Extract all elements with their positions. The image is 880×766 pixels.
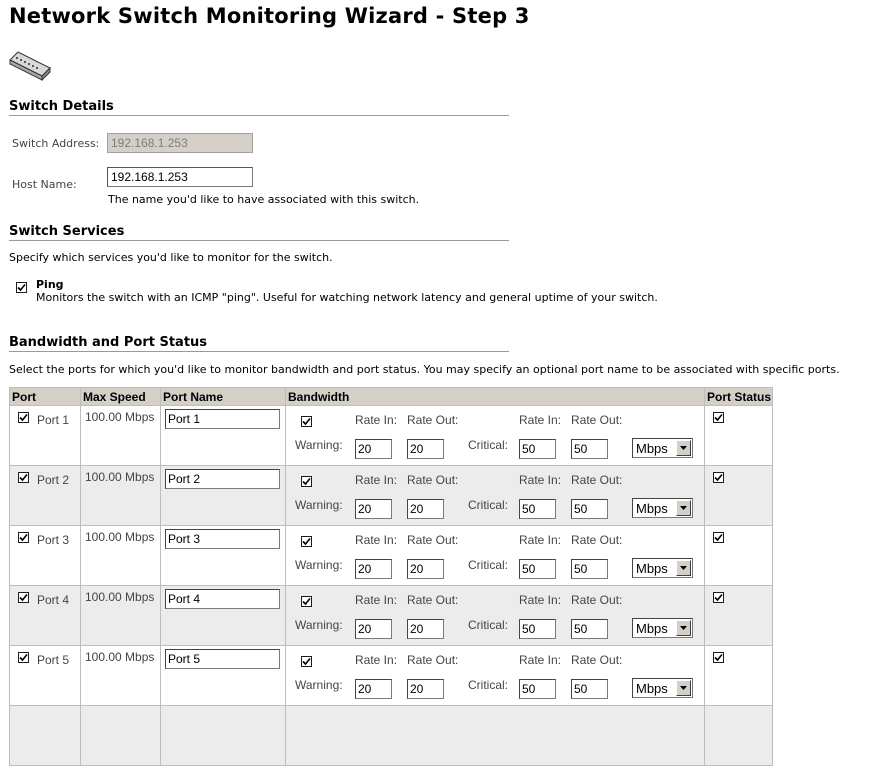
switch-details-heading: Switch Details [9, 99, 509, 116]
rate-out-label: Rate Out: [407, 413, 459, 427]
warning-label: Warning: [295, 498, 343, 512]
rate-out-label: Rate Out: [571, 413, 623, 427]
port-enable-checkbox[interactable] [18, 412, 29, 423]
rate-in-label: Rate In: [355, 593, 398, 607]
unit-select-value: Mbps [636, 441, 668, 456]
network-switch-icon [8, 46, 52, 82]
checkmark-icon [19, 473, 28, 482]
chevron-down-icon [680, 626, 687, 630]
critical-label: Critical: [468, 678, 509, 692]
table-row [10, 646, 773, 706]
port-name-input[interactable]: Port 1 [165, 409, 280, 429]
table-row [10, 406, 773, 466]
rate-out-label: Rate Out: [407, 533, 459, 547]
warning-rate-in-input[interactable]: 20 [355, 679, 392, 699]
rate-in-label: Rate In: [355, 473, 398, 487]
warning-rate-in-input[interactable]: 20 [355, 559, 392, 579]
checkmark-icon [302, 597, 311, 606]
dropdown-arrow[interactable] [676, 680, 691, 696]
ping-checkbox[interactable] [16, 282, 27, 293]
warning-rate-out-input[interactable]: 20 [407, 439, 444, 459]
critical-label: Critical: [468, 498, 509, 512]
table-row [10, 706, 773, 766]
warning-rate-out-input[interactable]: 20 [407, 499, 444, 519]
port-label: Port 4 [37, 593, 70, 607]
chevron-down-icon [680, 506, 687, 510]
port-name-input[interactable]: Port 5 [165, 649, 280, 669]
unit-select-value: Mbps [636, 561, 668, 576]
column-header-port-status: Port Status [705, 388, 773, 406]
port-status-checkbox[interactable] [713, 652, 724, 663]
bandwidth-checkbox[interactable] [301, 476, 312, 487]
chevron-down-icon [680, 566, 687, 570]
rate-in-label: Rate In: [355, 533, 398, 547]
rate-in-label: Rate In: [355, 653, 398, 667]
port-enable-checkbox[interactable] [18, 652, 29, 663]
warning-label: Warning: [295, 618, 343, 632]
warning-label: Warning: [295, 678, 343, 692]
bandwidth-checkbox[interactable] [301, 536, 312, 547]
port-label: Port 1 [37, 413, 70, 427]
switch-address-field: 192.168.1.253 [107, 133, 253, 153]
port-status-checkbox[interactable] [713, 592, 724, 603]
warning-rate-in-input[interactable]: 20 [355, 619, 392, 639]
warning-label: Warning: [295, 438, 343, 452]
port-name-input[interactable]: Port 2 [165, 469, 280, 489]
port-enable-checkbox[interactable] [18, 592, 29, 603]
rate-in-label: Rate In: [519, 413, 562, 427]
dropdown-arrow[interactable] [676, 440, 691, 456]
unit-select-value: Mbps [636, 501, 668, 516]
critical-rate-out-input[interactable]: 50 [571, 499, 608, 519]
rate-out-label: Rate Out: [571, 653, 623, 667]
max-speed: 100.00 Mbps [85, 410, 155, 424]
dropdown-arrow[interactable] [676, 560, 691, 576]
unit-select[interactable] [632, 678, 693, 698]
bandwidth-checkbox[interactable] [301, 596, 312, 607]
max-speed: 100.00 Mbps [85, 590, 155, 604]
rate-in-label: Rate In: [519, 533, 562, 547]
checkmark-icon [302, 537, 311, 546]
port-label: Port 3 [37, 533, 70, 547]
max-speed: 100.00 Mbps [85, 650, 155, 664]
checkmark-icon [714, 533, 723, 542]
critical-label: Critical: [468, 618, 509, 632]
port-status-checkbox[interactable] [713, 532, 724, 543]
column-header-max-speed: Max Speed [81, 388, 161, 406]
port-enable-checkbox[interactable] [18, 472, 29, 483]
host-name-input[interactable]: 192.168.1.253 [107, 167, 253, 187]
unit-select[interactable] [632, 618, 693, 638]
ping-label: Ping [36, 278, 64, 291]
warning-label: Warning: [295, 558, 343, 572]
port-name-input[interactable]: Port 4 [165, 589, 280, 609]
critical-rate-out-input[interactable]: 50 [571, 619, 608, 639]
bandwidth-checkbox[interactable] [301, 416, 312, 427]
max-speed: 100.00 Mbps [85, 530, 155, 544]
bandwidth-intro: Select the ports for which you'd like to monitor bandwidth and port status. You may specify an optional port name to be associated with specific ports. [9, 363, 840, 376]
critical-label: Critical: [468, 558, 509, 572]
rate-out-label: Rate Out: [407, 593, 459, 607]
critical-rate-in-input[interactable]: 50 [519, 679, 556, 699]
unit-select[interactable] [632, 438, 693, 458]
critical-rate-out-input[interactable]: 50 [571, 439, 608, 459]
rate-out-label: Rate Out: [407, 653, 459, 667]
checkmark-icon [302, 417, 311, 426]
max-speed: 100.00 Mbps [85, 470, 155, 484]
checkmark-icon [19, 593, 28, 602]
checkmark-icon [714, 473, 723, 482]
port-status-checkbox[interactable] [713, 412, 724, 423]
checkmark-icon [714, 413, 723, 422]
critical-label: Critical: [468, 438, 509, 452]
chevron-down-icon [680, 686, 687, 690]
table-row [10, 466, 773, 526]
checkmark-icon [714, 653, 723, 662]
rate-out-label: Rate Out: [571, 533, 623, 547]
bandwidth-checkbox[interactable] [301, 656, 312, 667]
critical-rate-in-input[interactable]: 50 [519, 439, 556, 459]
checkmark-icon [19, 533, 28, 542]
rate-in-label: Rate In: [519, 653, 562, 667]
rate-in-label: Rate In: [519, 473, 562, 487]
column-header-bandwidth: Bandwidth [286, 388, 705, 406]
checkmark-icon [302, 477, 311, 486]
dropdown-arrow[interactable] [676, 620, 691, 636]
warning-rate-out-input[interactable]: 20 [407, 559, 444, 579]
port-enable-checkbox[interactable] [18, 532, 29, 543]
rate-in-label: Rate In: [355, 413, 398, 427]
unit-select[interactable] [632, 498, 693, 518]
port-status-checkbox[interactable] [713, 472, 724, 483]
warning-rate-out-input[interactable]: 20 [407, 679, 444, 699]
rate-in-label: Rate In: [519, 593, 562, 607]
rate-out-label: Rate Out: [571, 473, 623, 487]
bandwidth-heading: Bandwidth and Port Status [9, 335, 509, 352]
column-header-port-name: Port Name [161, 388, 286, 406]
warning-rate-out-input[interactable]: 20 [407, 619, 444, 639]
chevron-down-icon [680, 446, 687, 450]
checkmark-icon [17, 283, 26, 292]
critical-rate-out-input[interactable]: 50 [571, 559, 608, 579]
ping-description: Monitors the switch with an ICMP "ping". Useful for watching network latency and general uptime of your switch. [36, 291, 658, 304]
switch-services-heading: Switch Services [9, 224, 509, 241]
rate-out-label: Rate Out: [571, 593, 623, 607]
warning-rate-in-input[interactable]: 20 [355, 499, 392, 519]
dropdown-arrow[interactable] [676, 500, 691, 516]
rate-out-label: Rate Out: [407, 473, 459, 487]
port-name-input[interactable]: Port 3 [165, 529, 280, 549]
port-label: Port 5 [37, 653, 70, 667]
host-name-help: The name you'd like to have associated with this switch. [108, 193, 420, 206]
host-name-label: Host Name: [12, 178, 77, 191]
checkmark-icon [19, 653, 28, 662]
column-header-port: Port [10, 388, 81, 406]
switch-services-intro: Specify which services you'd like to monitor for the switch. [9, 251, 333, 264]
unit-select-value: Mbps [636, 681, 668, 696]
ports-table [9, 387, 773, 766]
warning-rate-in-input[interactable]: 20 [355, 439, 392, 459]
critical-rate-in-input[interactable]: 50 [519, 619, 556, 639]
checkmark-icon [302, 657, 311, 666]
table-row [10, 586, 773, 646]
critical-rate-in-input[interactable]: 50 [519, 499, 556, 519]
checkmark-icon [19, 413, 28, 422]
table-row [10, 526, 773, 586]
page-title: Network Switch Monitoring Wizard - Step 3 [9, 4, 530, 28]
checkmark-icon [714, 593, 723, 602]
port-label: Port 2 [37, 473, 70, 487]
switch-address-label: Switch Address: [12, 137, 100, 150]
unit-select[interactable] [632, 558, 693, 578]
critical-rate-in-input[interactable]: 50 [519, 559, 556, 579]
unit-select-value: Mbps [636, 621, 668, 636]
critical-rate-out-input[interactable]: 50 [571, 679, 608, 699]
